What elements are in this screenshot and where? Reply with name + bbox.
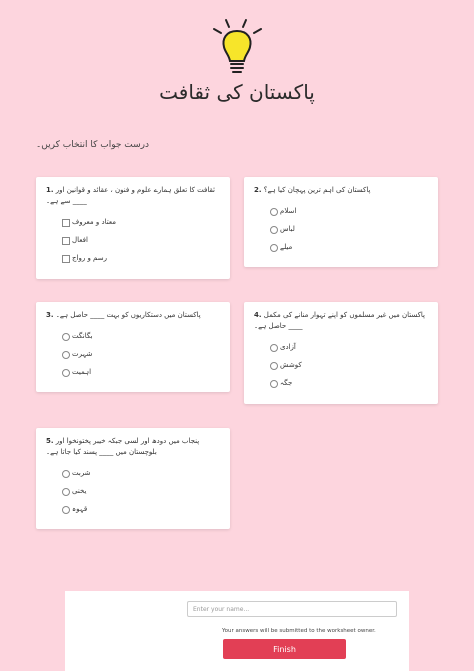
option-label: آزادی [280,343,296,351]
radio-button[interactable] [62,333,70,341]
question-text [254,310,430,332]
option-label: افعال [72,236,88,244]
checkbox[interactable] [62,237,70,245]
option-label: بگانگت [72,332,93,340]
radio-button[interactable] [62,351,70,359]
question-prompt: پنجاب میں دودھ اور لسی جبکہ خیبر پختونخوا اور بلوچستان میں ____ پسند کیا جاتا ہے۔ [46,437,200,456]
question-card-1 [36,177,230,279]
name-input[interactable] [187,601,397,617]
question-prompt: پاکستان کی اہم ترین پہچان کیا ہے؟ [263,186,371,194]
option-label: شربت [72,469,91,477]
question-number: 4. [254,311,262,319]
option-label: میلے [280,243,293,251]
option-label: اسلام [280,207,297,215]
radio-button[interactable] [270,244,278,252]
question-prompt: پاکستان میں دستکاریوں کو بہت ____ حاصل ہے۔ [55,311,201,319]
option-label: کوشش [280,361,302,369]
question-number: 1. [46,186,54,194]
question-text [254,185,430,196]
option-label: شہرت [72,350,93,358]
radio-button[interactable] [270,344,278,352]
radio-button[interactable] [270,380,278,388]
radio-button[interactable] [62,506,70,514]
question-card-2 [244,177,438,267]
radio-button[interactable] [62,369,70,377]
question-card-3 [36,302,230,392]
radio-button[interactable] [62,470,70,478]
option-label: لباس [280,225,295,233]
radio-button[interactable] [270,226,278,234]
checkbox[interactable] [62,255,70,263]
submission-panel [65,591,409,671]
submission-notice: Your answers will be submitted to the worksheet owner. [222,628,376,634]
radio-button[interactable] [62,488,70,496]
question-text [46,436,222,458]
option-label: معتاد و معروف [72,218,116,226]
finish-button[interactable]: Finish [223,639,346,659]
question-prompt: ثقافت کا تعلق ہمارے علوم و فنون ، عقائد و قوانین اور ____ سے ہے۔ [46,186,215,205]
question-text [46,310,222,321]
lightbulb-icon [206,17,268,77]
page-title: پاکستان کی ثقافت [159,80,315,104]
option-label: یخنی [72,487,87,495]
question-number: 2. [254,186,262,194]
option-label: جگہ [280,379,293,387]
checkbox[interactable] [62,219,70,227]
radio-button[interactable] [270,208,278,216]
radio-button[interactable] [270,362,278,370]
option-label: رسم و رواج [72,254,107,262]
question-card-5 [36,428,230,529]
option-label: قہوہ [72,505,88,513]
option-label: اہمیت [72,368,92,376]
question-number: 5. [46,437,54,445]
question-text [46,185,222,207]
question-prompt: پاکستان میں غیر مسلموں کو اپنے تہوار منانے کی مکمل ____ حاصل ہے۔ [254,311,425,330]
instructions: درست جواب کا انتخاب کریں۔ [36,140,150,150]
question-card-4 [244,302,438,404]
question-number: 3. [46,311,54,319]
